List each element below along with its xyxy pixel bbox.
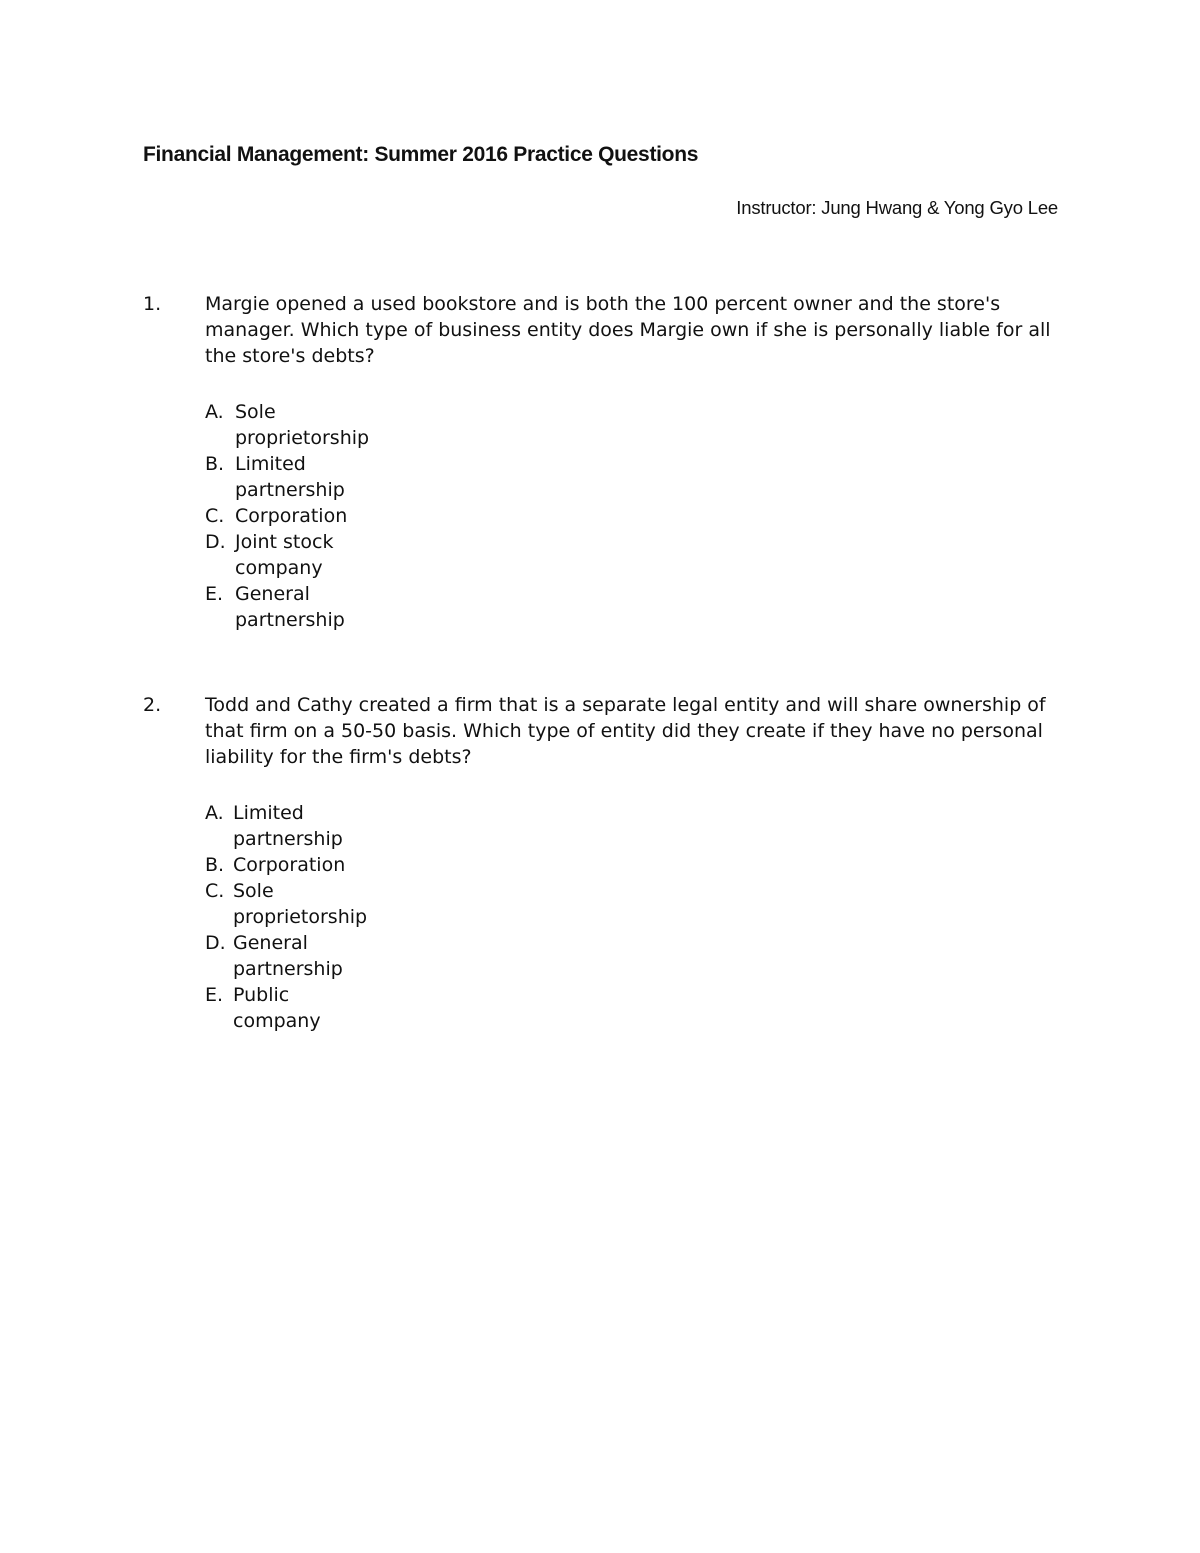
answer-options bbox=[205, 800, 1058, 1034]
instructor-line: Instructor: Jung Hwang & Yong Gyo Lee bbox=[736, 197, 1058, 218]
question-text: Margie opened a used bookstore and is both the 100 percent owner and the store's manager. Which type of business entity does Margie own if she is personally liable for all the store's debts? bbox=[205, 293, 1051, 367]
answer-option bbox=[205, 852, 365, 878]
answer-options bbox=[205, 399, 1058, 633]
option-text: Limited partnership bbox=[235, 453, 345, 501]
question-text: Todd and Cathy created a firm that is a separate legal entity and will share ownership of that firm on a 50-50 basis. Which type of entity did they create if they have no personal liability for the firm's debts? bbox=[205, 694, 1046, 768]
option-text: Limited partnership bbox=[233, 802, 343, 850]
option-text: Corporation bbox=[233, 854, 346, 876]
answer-option bbox=[205, 503, 365, 529]
option-letter: D. bbox=[205, 531, 226, 553]
option-text: General partnership bbox=[235, 583, 345, 631]
answer-option bbox=[205, 800, 380, 852]
answer-option bbox=[205, 529, 380, 581]
answer-option bbox=[205, 399, 380, 451]
question-2 bbox=[143, 692, 1058, 1034]
option-letter: E. bbox=[205, 583, 224, 605]
option-text: Corporation bbox=[235, 505, 348, 527]
option-text: Public company bbox=[233, 984, 321, 1032]
question-1 bbox=[143, 291, 1058, 633]
option-letter: E. bbox=[205, 984, 224, 1006]
option-text: Joint stock company bbox=[235, 531, 334, 579]
option-text: Sole proprietorship bbox=[235, 401, 370, 449]
option-letter: B. bbox=[205, 854, 225, 876]
option-letter: C. bbox=[205, 505, 225, 527]
option-text: General partnership bbox=[233, 932, 343, 980]
answer-option bbox=[205, 451, 380, 503]
option-letter: D. bbox=[205, 932, 226, 954]
answer-option bbox=[205, 878, 380, 930]
question-number: 1. bbox=[143, 293, 162, 315]
option-text: Sole proprietorship bbox=[233, 880, 368, 928]
answer-option bbox=[205, 930, 380, 982]
document-title: Financial Management: Summer 2016 Practice Questions bbox=[143, 143, 699, 166]
option-letter: B. bbox=[205, 453, 225, 475]
answer-option bbox=[205, 982, 380, 1034]
answer-option bbox=[205, 581, 380, 633]
option-letter: A. bbox=[205, 802, 224, 824]
question-number: 2. bbox=[143, 694, 162, 716]
option-letter: C. bbox=[205, 880, 225, 902]
option-letter: A. bbox=[205, 401, 224, 423]
